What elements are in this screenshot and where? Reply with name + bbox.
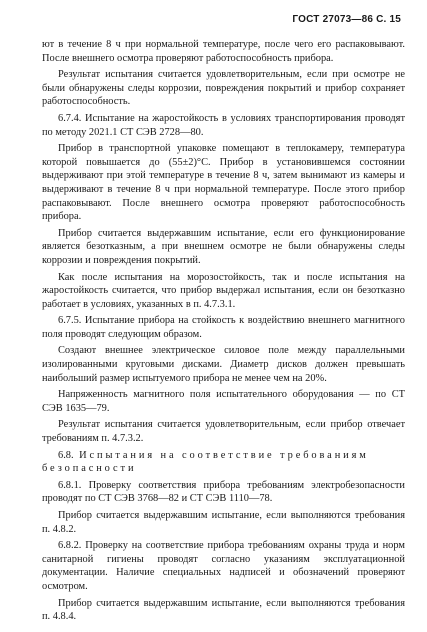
paragraph: Как после испытания на морозостойкость, так и после испытания на жаростойкость считается, что прибор выдержал испытания, если он безотказно работает в условиях, указанных в п. 4.7.3.1. <box>42 271 405 310</box>
paragraph: Создают внешнее электрическое силовое поле между параллельными изолированными круговыми дисками. Диаметр дисков должен превышать наибольший размер испытуемого прибора не менее чем на 20%. <box>42 345 405 384</box>
paragraph-6-8-2: 6.8.2. Проверку на соответствие прибора требованиям охраны труда и норм санитарной гигиены проводят согласно указаниям эксплуатационной документации. Наличие специальных надписей и обозначений проверяют осмотром. <box>42 540 405 592</box>
paragraph: Прибор считается выдержавшим испытание, если выполняются требования п. 4.8.2. <box>42 510 405 535</box>
paragraph: Прибор считается выдержавшим испытание, если его функционирование является безотказным, а при внешнем осмотре не были обнаружены следы коррозии и повреждения покрытий. <box>42 227 405 266</box>
paragraph-6-7-5: 6.7.5. Испытание прибора на стойкость к воздействию внешнего магнитного поля проводят следующим образом. <box>42 315 405 340</box>
paragraph-continuation: ют в течение 8 ч при нормальной температуре, после чего его распаковывают. После внешнего осмотра проверяют работоспособность прибора. <box>42 39 405 64</box>
section-heading-6-8 <box>42 449 405 476</box>
section-number: 6.8. <box>58 449 74 461</box>
paragraph: Прибор в транспортной упаковке помещают в теплокамеру, температура которой повышается до (55±2)°С. Прибор в установившемся состоянии выдерживают при этой температуре в течение 8 ч, затем вынимают из камеры и выдерживают в течение 8 ч при нормальной температуре. После этого прибор распаковывают. После внешнего осмотра проверяют работоспособность прибора. <box>42 143 405 223</box>
running-head: ГОСТ 27073—86 С. 15 <box>292 14 401 25</box>
paragraph: Напряженность магнитного поля испытательного оборудования — по СТ СЭВ 1635—79. <box>42 389 405 414</box>
section-title-line1: Испытания на соответствие требованиям <box>79 449 369 461</box>
paragraph-6-7-4: 6.7.4. Испытание на жаростойкость в условиях транспортирования проводят по методу 2021.1 СТ СЭВ 2728—80. <box>42 112 405 138</box>
paragraph-6-8-1: 6.8.1. Проверку соответствия прибора требованиям электробезопасности проводят по СТ СЭВ 3768—82 и СТ СЭВ 1110—78. <box>42 479 405 505</box>
paragraph: Результат испытания считается удовлетворительным, если прибор отвечает требованиям п. 4.7.3.2. <box>42 419 405 445</box>
paragraph: Результат испытания считается удовлетворительным, если при осмотре не были обнаружены следы коррозии, повреждения покрытий и прибор сохраняет работоспособность. <box>42 69 405 108</box>
paragraph: Прибор считается выдержавшим испытание, если выполняются требования п. 4.8.4. <box>42 597 405 623</box>
section-title-line2: безопасности <box>42 463 137 475</box>
document-body <box>42 38 405 624</box>
